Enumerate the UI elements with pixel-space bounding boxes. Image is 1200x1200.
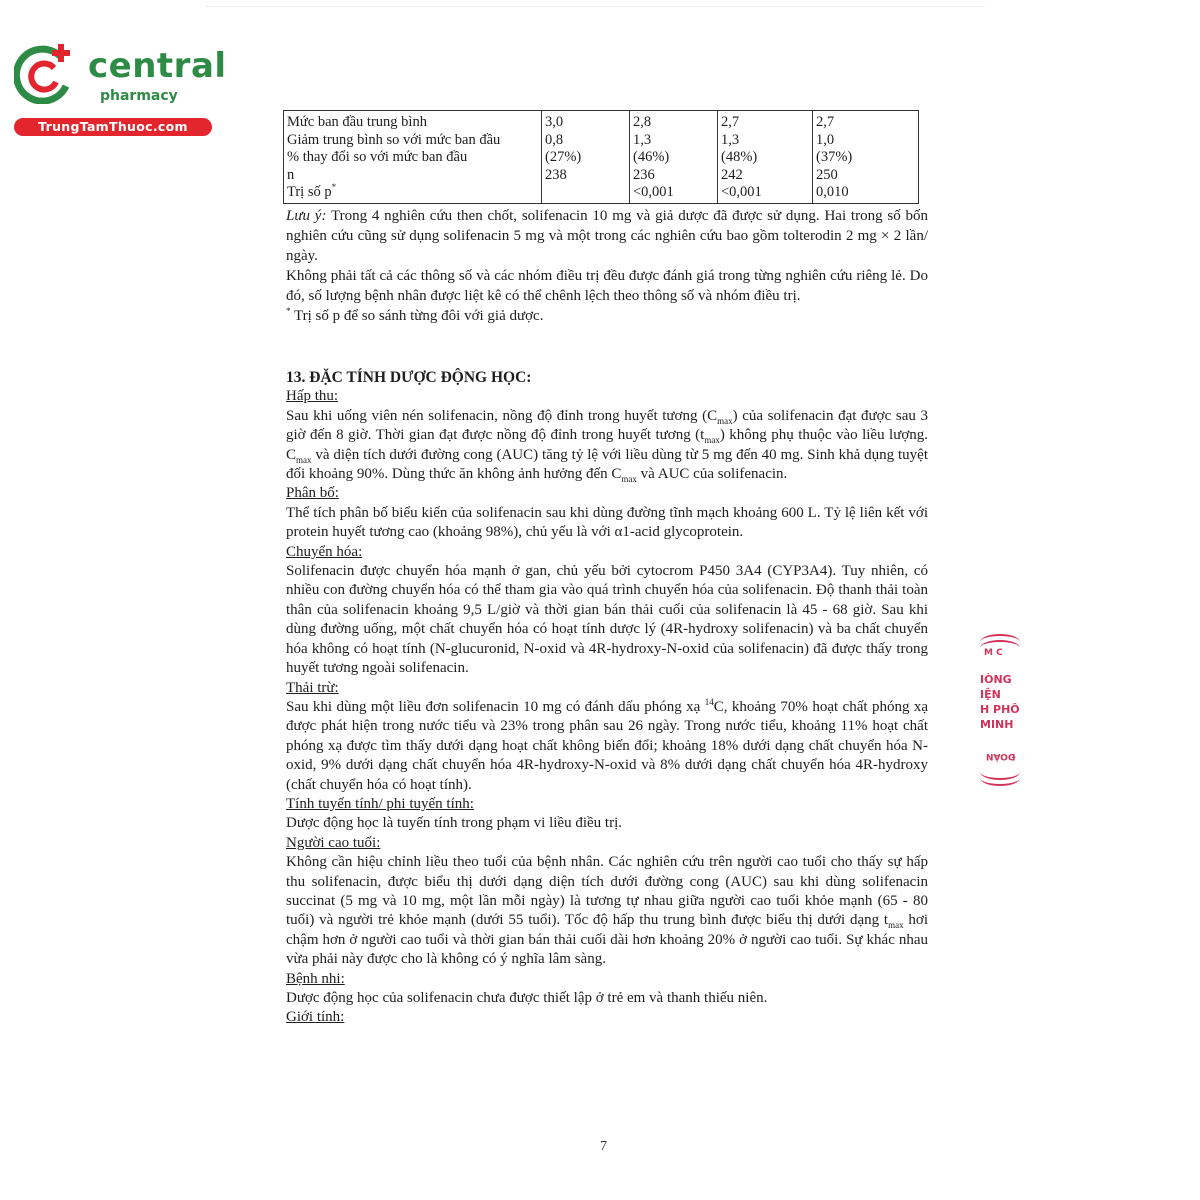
linearity-text: Dược động học là tuyến tính trong phạm vi liều điều trị.	[286, 815, 622, 832]
footnote: * Trị số p để so sánh từng đôi với giả dược.	[286, 306, 544, 324]
table-cell: (37%)	[816, 149, 853, 165]
table-cell: 1,3	[633, 131, 652, 148]
site-url-badge[interactable]: TrungTamThuoc.com	[14, 118, 212, 136]
official-stamp	[980, 630, 1020, 780]
row-label: Mức ban đầu trung bình	[287, 114, 427, 130]
subheading-elimination: Thải trừ:	[286, 679, 339, 696]
table-cell: 0,8	[545, 131, 564, 148]
table-cell	[545, 184, 626, 202]
table-column-1	[542, 111, 630, 204]
row-labels-cell	[284, 111, 542, 204]
table-cell: 3,0	[545, 114, 564, 130]
scan-edge	[205, 6, 985, 7]
brand-name: central	[88, 46, 227, 86]
section-title: 13. ĐẶC TÍNH DƯỢC ĐỘNG HỌC:	[286, 369, 532, 386]
subheading-linearity: Tính tuyến tính/ phi tuyến tính:	[286, 795, 474, 812]
pharmacokinetics-section	[286, 368, 928, 1028]
row-label: n	[287, 166, 295, 183]
table-column-4	[813, 111, 919, 204]
table-column-3	[718, 111, 813, 204]
pediatric-text: Dược động học của solifenacin chưa được thiết lập ở trẻ em và thanh thiếu niên.	[286, 990, 768, 1006]
stamp-arc	[980, 770, 1020, 786]
subheading-gender: Giới tính:	[286, 1009, 345, 1026]
note-paragraph: Lưu ý: Trong 4 nghiên cứu then chốt, solifenacin 10 mg và giả dược đã được sử dụng. Hai trong số bốn nghiên cứu cũng sử dụng solifenacin 5 mg và một trong các nghiên cứu bao gồm tolterodin 2 mg × 2 lần/ ngày.	[286, 208, 928, 264]
page-number: 7	[600, 1139, 607, 1154]
table-cell: (27%)	[545, 149, 582, 165]
stamp-text: ĐOÀN	[986, 751, 1016, 761]
absorption-text: Sau khi uống viên nén solifenacin, nồng độ đỉnh trong huyết tương $(C_{max})$ của solifenacin đạt được sau 3 giờ đến 8 giờ. Thời gian đạt được nồng độ đỉnh trong huyết tương $(t_{max})$ không phụ thuộc vào liều lượng. $C_{max}$ và diện tích dưới đường cong (AUC) tăng tỷ lệ với liều dùng từ 5 mg đến 40 mg. Sinh khả dụng tuyệt đối khoảng 90%. Dùng thức ăn không ảnh hưởng đến $C_{max}$ và AUC của solifenacin.	[286, 407, 929, 485]
subheading-elderly: Người cao tuổi:	[286, 834, 381, 851]
subheading-absorption: Hấp thu:	[286, 388, 339, 405]
table-cell: 1,3	[721, 131, 740, 148]
table-cell: 2,7	[816, 114, 835, 130]
table-cell: 0,010	[816, 184, 849, 200]
table-cell: (46%)	[633, 149, 670, 165]
results-table	[283, 110, 919, 204]
table-cell: <0,001	[721, 184, 762, 200]
note-paragraph-2: Không phải tất cả các thông số và các nhóm điều trị đều được đánh giá trong từng nghiên cứu riêng lẻ. Do đó, số lượng bệnh nhân được liệt kê có thể chênh lệch theo thông số và nhóm điều trị.	[286, 268, 928, 304]
row-label-p: Trị số p*	[287, 182, 337, 200]
subheading-pediatric: Bệnh nhi:	[286, 970, 345, 987]
elderly-text: Không cần hiệu chỉnh liều theo tuổi của bệnh nhân. Các nghiên cứu trên người cao tuổi cho thấy sự hấp thu solifenacin, được biểu thị dưới dạng diện tích dưới đường cong (AUC) sau khi dùng solifenacin succinat (5 mg và 10 mg, một lần mỗi ngày) là tương tự nhau giữa người cao tuổi khỏe mạnh (65 - 80 tuổi) và người trẻ khỏe mạnh (dưới 55 tuổi). Tốc độ hấp thu trung bình được biểu thị dưới dạng $t_{max}$ hơi chậm hơn ở người cao tuổi và thời gian bán thải cuối dài hơn khoảng 20% ở người cao tuổi. Sự khác nhau vừa phải này được cho là không có ý nghĩa lâm sàng.	[286, 854, 928, 968]
table-notes	[286, 206, 928, 326]
row-label: % thay đổi so với mức ban đầu	[287, 149, 468, 165]
table-cell: 250	[816, 166, 838, 183]
subheading-distribution: Phân bố:	[286, 485, 339, 502]
subheading-metabolism: Chuyển hóa:	[286, 543, 363, 560]
pharmacy-cross-icon	[14, 42, 76, 104]
table-cell: 236	[633, 166, 655, 183]
stamp-text-block: IÒNG IỆN H PHÔ MINH	[980, 673, 1020, 731]
elimination-text: Sau khi dùng một liều đơn solifenacin 10 mg có đánh dấu phóng xạ $^{14}$C, khoảng 70% hoạt chất phóng xạ được phát hiện trong nước tiểu và 23% trong phân sau 26 ngày. Trong nước tiểu, khoảng 11% hoạt chất phóng xạ được tìm thấy dưới dạng hoạt chất không biến đổi; khoảng 18% dưới dạng chất chuyển hóa N-oxid, 9% dưới dạng chất chuyển hóa 4R-hydroxy-N-oxid và 8% dưới dạng chất chuyển hóa 4R-hydroxy (chất chuyển hóa có hoạt tính).	[286, 696, 929, 793]
table-cell: 2,7	[721, 114, 740, 130]
table-cell: 242	[721, 166, 743, 183]
row-label: Giảm trung bình so với mức ban đầu	[287, 131, 501, 148]
stamp-text: M C	[984, 648, 1003, 658]
central-pharmacy-logo[interactable]	[10, 38, 227, 138]
metabolism-text: Solifenacin được chuyển hóa mạnh ở gan, chủ yếu bởi cytocrom P450 3A4 (CYP3A4). Tuy nhiên, có nhiều con đường chuyển hóa có thể tham gia vào quá trình chuyển hóa của solifenacin. Độ thanh thải toàn thân của solifenacin khoảng 9,5 L/giờ và thời gian bán thải cuối của solifenacin là 45 - 68 giờ. Sau khi dùng đường uống, một chất chuyển hóa có hoạt tính dược lý (4R-hydroxy solifenacin) và ba chất chuyển hóa không có hoạt tính (N-glucuronid, N-oxid và 4R-hydroxy-N-oxid của solifenacin) đã được thấy trong huyết tương ngoài solifenacin.	[286, 563, 928, 677]
table-cell: 2,8	[633, 114, 652, 130]
table-cell: 1,0	[816, 131, 835, 148]
table-cell: <0,001	[633, 184, 674, 200]
brand-subtitle: pharmacy	[100, 88, 178, 104]
distribution-text: Thể tích phân bố biểu kiến của solifenacin sau khi dùng đường tĩnh mạch khoảng 600 L. Tỷ lệ liên kết với protein huyết tương cao (khoảng 98%), chủ yếu là với α1-acid glycoprotein.	[286, 504, 928, 541]
table-cell: 238	[545, 166, 567, 183]
table-column-2	[630, 111, 718, 204]
table-cell: (48%)	[721, 149, 758, 165]
